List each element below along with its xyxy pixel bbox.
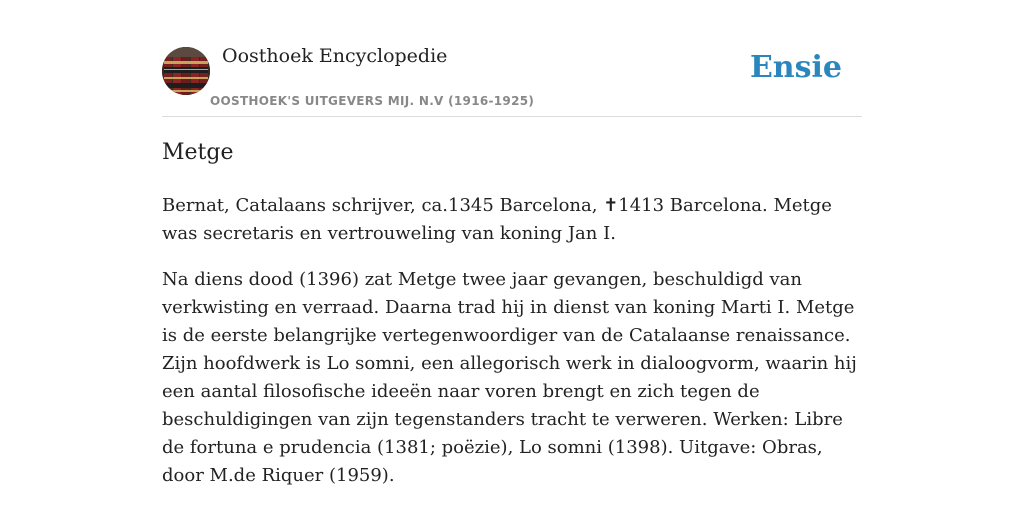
source-title[interactable]: Oosthoek Encyclopedie (222, 45, 448, 67)
ensie-logo-link[interactable]: Ensie (749, 50, 842, 85)
page-container (162, 0, 862, 486)
source-avatar[interactable] (162, 47, 210, 95)
entry-title: Metge (162, 140, 234, 165)
entry-body (162, 192, 862, 508)
entry-paragraph: Bernat, Catalaans schrijver, ca.1345 Barcelona, ✝1413 Barcelona. Metge was secretaris en vertrouweling van koning Jan I. (162, 195, 832, 244)
source-header (162, 0, 862, 117)
book-spines-icon (162, 47, 210, 95)
source-subtitle: OOSTHOEK'S UITGEVERS MIJ. N.V (1916-1925) (210, 94, 535, 108)
entry-paragraph: Na diens dood (1396) zat Metge twee jaar gevangen, beschuldigd van verkwisting en verraad. Daarna trad hij in dienst van koning Marti I. Metge is de eerste belangrijke vertegenwoordiger van de Catalaanse renaissance. Zijn hoofdwerk is Lo somni, een allegorisch werk in dialoogvorm, waarin hij een aantal filosofische ideeën naar voren brengt en zich tegen de beschuldigingen van zijn tegenstanders tracht te verweren. Werken: Libre de fortuna e prudencia (1381; poëzie), Lo somni (1398). Uitgave: Obras, door M.de Riquer (1959). (162, 269, 857, 486)
